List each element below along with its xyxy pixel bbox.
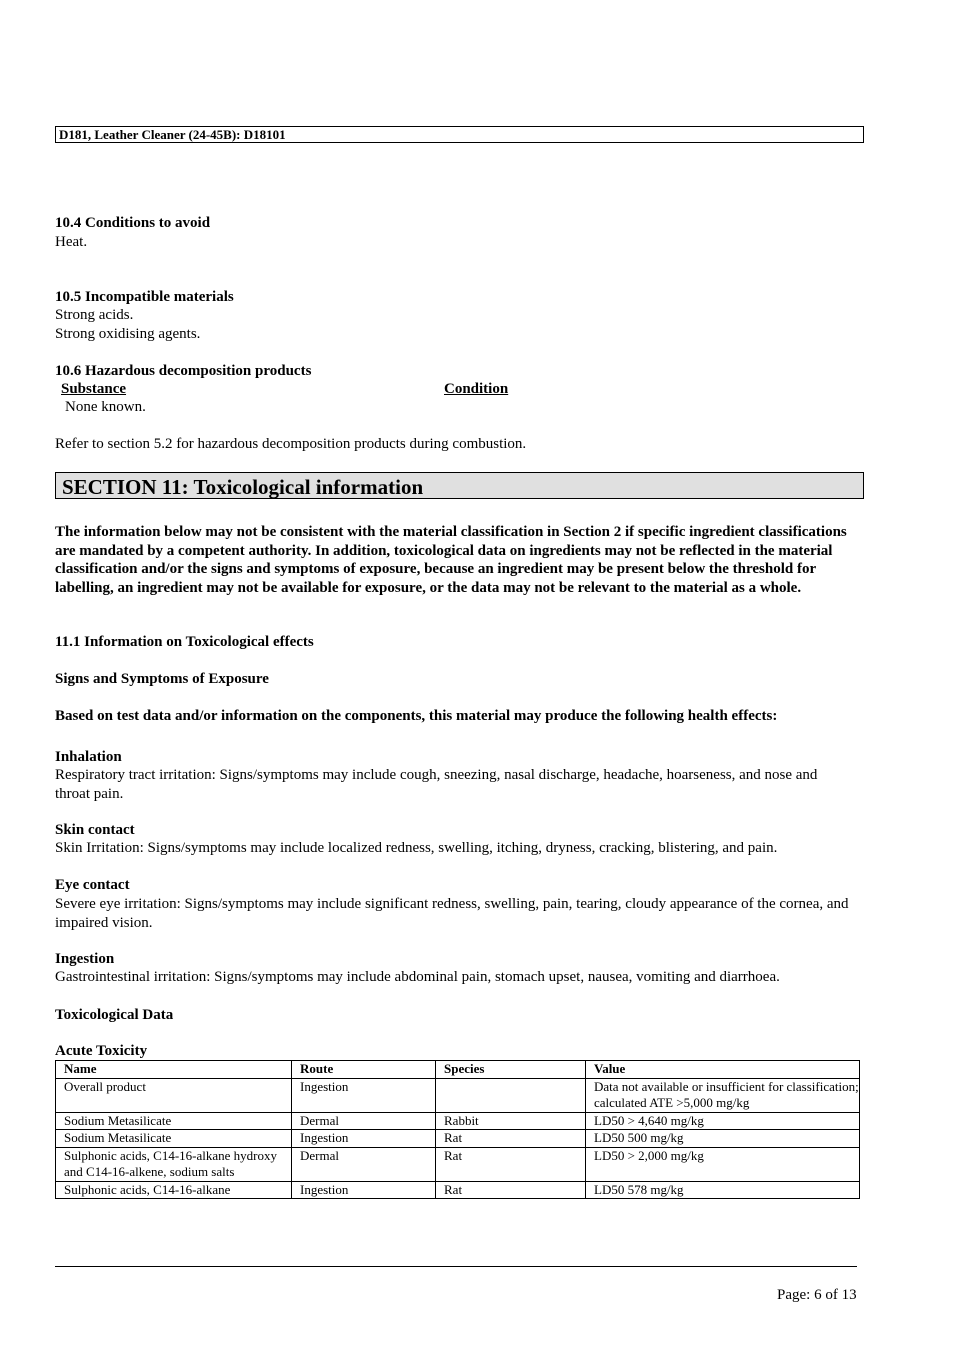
page-number: Page: 6 of 13	[777, 1287, 857, 1303]
text-10-5-line2: Strong oxidising agents.	[55, 326, 201, 342]
heading-ingestion: Ingestion	[55, 951, 115, 967]
cell-name: Overall product	[56, 1078, 292, 1112]
text-10-5-line1: Strong acids.	[55, 307, 134, 323]
heading-toxicological-data: Toxicological Data	[55, 1007, 174, 1023]
acute-toxicity-table	[55, 1060, 860, 1199]
heading-signs-symptoms: Signs and Symptoms of Exposure	[55, 671, 269, 687]
cell-value: Data not available or insufficient for classification; calculated ATE >5,000 mg/kg	[586, 1078, 860, 1112]
cell-name: Sodium Metasilicate	[56, 1112, 292, 1130]
cell-route: Ingestion	[292, 1130, 436, 1148]
document-title: D181, Leather Cleaner (24-45B): D18101	[59, 127, 286, 142]
toxicology-disclaimer: The information below may not be consistent with the material classification in Section 2 if specific ingredient classifications are mandated by a competent authority. In addition, toxicological data on ingredients may not be reflected in the material classification and/or the signs and symptoms of exposure, because an ingredient may be present below the threshold for labelling, an ingredient may not be available for exposure, or the data may not be relevant to the material as a whole.	[55, 524, 847, 596]
column-header-species: Species	[436, 1061, 586, 1079]
heading-skin-contact: Skin contact	[55, 822, 135, 838]
cell-value: LD50 > 2,000 mg/kg	[586, 1147, 860, 1181]
table-header-row	[56, 1061, 860, 1079]
table-row	[56, 1130, 860, 1148]
column-header-route: Route	[292, 1061, 436, 1079]
cell-species: Rat	[436, 1147, 586, 1181]
cell-route: Dermal	[292, 1147, 436, 1181]
table-row	[56, 1181, 860, 1199]
cell-species	[436, 1078, 586, 1112]
section-11-title: SECTION 11: Toxicological information	[62, 475, 424, 499]
decomposition-note: Refer to section 5.2 for hazardous decomposition products during combustion.	[55, 436, 527, 452]
cell-value: LD50 > 4,640 mg/kg	[586, 1112, 860, 1130]
text-10-4: Heat.	[55, 234, 88, 250]
decomposition-value: None known.	[65, 399, 146, 415]
text-eye-contact: Severe eye irritation: Signs/symptoms may include significant redness, swelling, pain, tearing, cloudy appearance of the cornea, and impaired vision.	[55, 896, 849, 931]
cell-name: Sulphonic acids, C14-16-alkane	[56, 1181, 292, 1199]
cell-route: Ingestion	[292, 1078, 436, 1112]
document-header	[55, 126, 864, 143]
cell-route: Dermal	[292, 1112, 436, 1130]
cell-name: Sulphonic acids, C14-16-alkane hydroxy and C14-16-alkene, sodium salts	[56, 1147, 292, 1181]
heading-eye-contact: Eye contact	[55, 877, 130, 893]
column-header-name: Name	[56, 1061, 292, 1079]
health-effects-intro: Based on test data and/or information on the components, this material may produce the following health effects:	[55, 708, 778, 724]
heading-acute-toxicity: Acute Toxicity	[55, 1043, 148, 1059]
table-row	[56, 1078, 860, 1112]
cell-name: Sodium Metasilicate	[56, 1130, 292, 1148]
table-row	[56, 1112, 860, 1130]
heading-10-6: 10.6 Hazardous decomposition products	[55, 363, 312, 379]
text-skin-contact: Skin Irritation: Signs/symptoms may include localized redness, swelling, itching, dryness, cracking, blistering, and pain.	[55, 840, 778, 856]
column-header-value: Value	[586, 1061, 860, 1079]
text-ingestion: Gastrointestinal irritation: Signs/symptoms may include abdominal pain, stomach upset, nausea, vomiting and diarrhoea.	[55, 969, 780, 985]
table-row	[56, 1147, 860, 1181]
text-inhalation: Respiratory tract irritation: Signs/symptoms may include cough, sneezing, nasal discharge, headache, hoarseness, and nose and throat pain.	[55, 767, 818, 802]
section-11-bar	[55, 472, 864, 499]
cell-value: LD50 500 mg/kg	[586, 1130, 860, 1148]
cell-species: Rat	[436, 1181, 586, 1199]
cell-value: LD50 578 mg/kg	[586, 1181, 860, 1199]
cell-species: Rabbit	[436, 1112, 586, 1130]
column-header-condition: Condition	[444, 381, 509, 397]
column-header-substance: Substance	[61, 381, 127, 397]
heading-10-5: 10.5 Incompatible materials	[55, 289, 234, 305]
cell-species: Rat	[436, 1130, 586, 1148]
heading-11-1: 11.1 Information on Toxicological effects	[55, 634, 314, 650]
heading-inhalation: Inhalation	[55, 749, 122, 765]
footer-divider	[55, 1266, 857, 1267]
cell-route: Ingestion	[292, 1181, 436, 1199]
heading-10-4: 10.4 Conditions to avoid	[55, 215, 211, 231]
